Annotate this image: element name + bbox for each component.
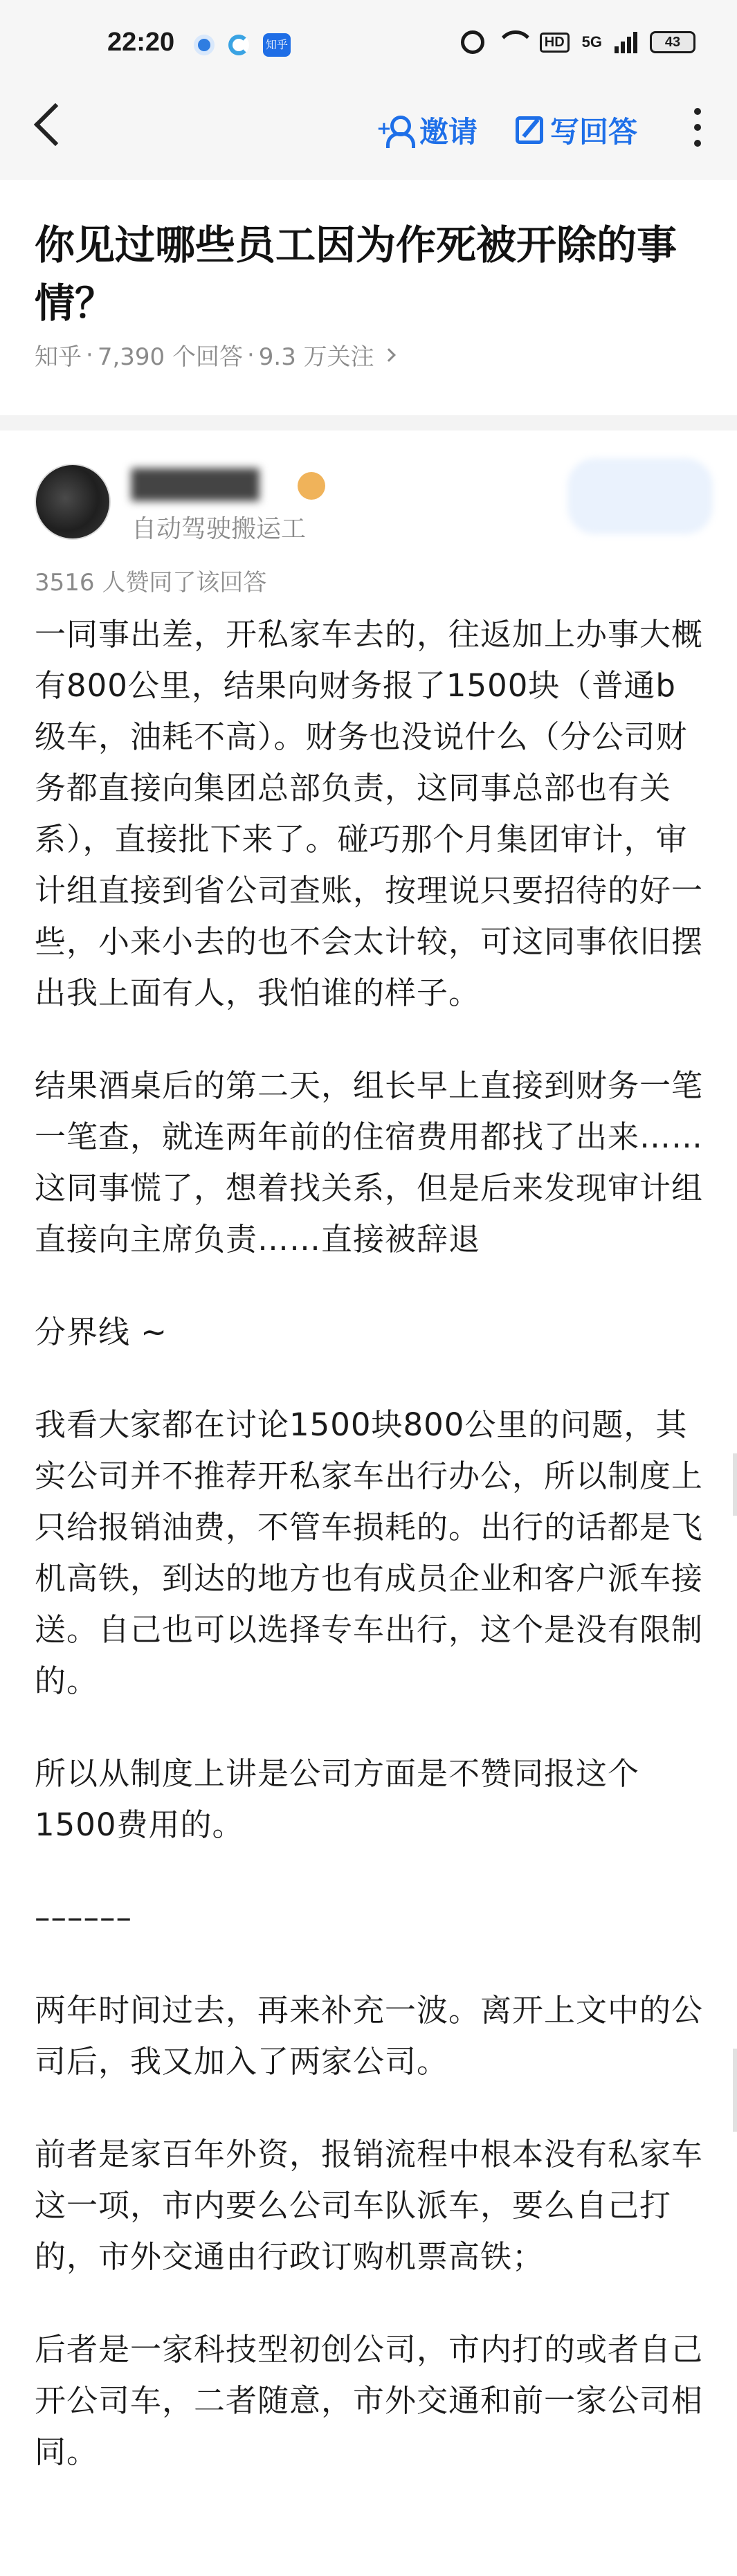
add-user-icon: +: [381, 114, 412, 146]
status-bar: [0, 0, 737, 76]
answer-paragraph: 所以从制度上讲是公司方面是不赞同报这个1500费用的。: [35, 1755, 640, 1843]
section-divider: [0, 415, 737, 430]
author-name-blurred[interactable]: ██████: [131, 469, 260, 501]
question-header[interactable]: [0, 180, 737, 415]
answer-paragraph: 一同事出差，开私家车去的，往返加上办事大概有800公里，结果向财务报了1500块（普通b级车，油耗不高）。财务也没说什么（分公司财务都直接向集团总部负责，这同事总部也有关系），直接批下来了。碰巧那个月集团审计，审计组直接到省公司查账，按理说只要招待的好一些，小来小去的也不会太计较，可这同事依旧摆出我上面有人，我怕谁的样子。: [35, 616, 704, 1011]
back-arrow-icon[interactable]: [34, 103, 77, 146]
approval-count: 3516 人赞同了该回答: [35, 569, 267, 597]
chevron-right-icon: [382, 348, 396, 362]
status-time: 22:20: [107, 28, 175, 57]
top-nav-bar: [0, 76, 737, 180]
alarm-icon: [461, 30, 484, 54]
zhihu-app-icon: 知乎: [263, 33, 291, 57]
more-options-icon[interactable]: [694, 108, 701, 147]
source-label: 知乎: [35, 343, 82, 371]
follow-count: 9.3 万关注: [258, 343, 374, 371]
answer-count: 7,390 个回答: [97, 343, 243, 371]
edit-icon: [516, 116, 543, 144]
invite-button[interactable]: [376, 109, 478, 151]
question-title: 你见过哪些员工因为作死被开除的事情？: [35, 221, 677, 327]
write-answer-label: 写回答: [550, 115, 638, 149]
wifi-icon: [497, 30, 527, 54]
invite-label: 邀请: [419, 115, 478, 149]
answer-content: [35, 609, 706, 2519]
answer-paragraph: 分界线 ~: [35, 1314, 168, 1350]
answer-paragraph: 两年时间过去，再来补充一波。离开上文中的公司后，我又加入了两家公司。: [35, 1992, 704, 2080]
write-answer-button[interactable]: [516, 109, 637, 151]
scroll-indicator: [733, 2049, 737, 2132]
answer-paragraph: 结果酒桌后的第二天，组长早上直接到财务一笔一笔查，就连两年前的住宿费用都找了出来……这同事慌了，想着找关系，但是后来发现审计组直接向主席负责……直接被辞退: [35, 1067, 704, 1258]
avatar[interactable]: [35, 464, 111, 540]
signal-icon: [615, 31, 637, 53]
author-row: [0, 430, 737, 597]
author-bio: 自动驾驶搬运工: [131, 515, 307, 543]
answer-paragraph: 前者是家百年外资，报销流程中根本没有私家车这一项，市内要么公司车队派车，要么自己打的，市外交通由行政订购机票高铁；: [35, 2136, 704, 2275]
scroll-indicator: [733, 1453, 737, 1516]
battery-icon: 43: [650, 31, 695, 53]
status-indicators: [461, 30, 695, 54]
answer-paragraph: 我看大家都在讨论1500块800公里的问题，其实公司并不推荐开私家车出行办公，所以制度上只给报销油费，不管车损耗的。出行的话都是飞机高铁，到达的地方也有成员企业和客户派车接送。自己也可以选择专车出行，这个是没有限制的。: [35, 1406, 704, 1699]
follow-button[interactable]: [567, 458, 713, 534]
sync-icon: [228, 35, 249, 55]
notification-icon: [194, 35, 215, 55]
question-meta[interactable]: 知乎 · 7,390 个回答 · 9.3 万关注: [35, 338, 394, 372]
hd-badge: HD: [540, 33, 570, 53]
answer-paragraph: 后者是一家科技型初创公司，市内打的或者自己开公司车，二者随意，市外交通和前一家公司相同。: [35, 2331, 704, 2470]
author-badge-icon: [298, 472, 325, 500]
network-label: 5G: [581, 33, 602, 51]
answer-divider: ––––––: [35, 1899, 132, 1936]
